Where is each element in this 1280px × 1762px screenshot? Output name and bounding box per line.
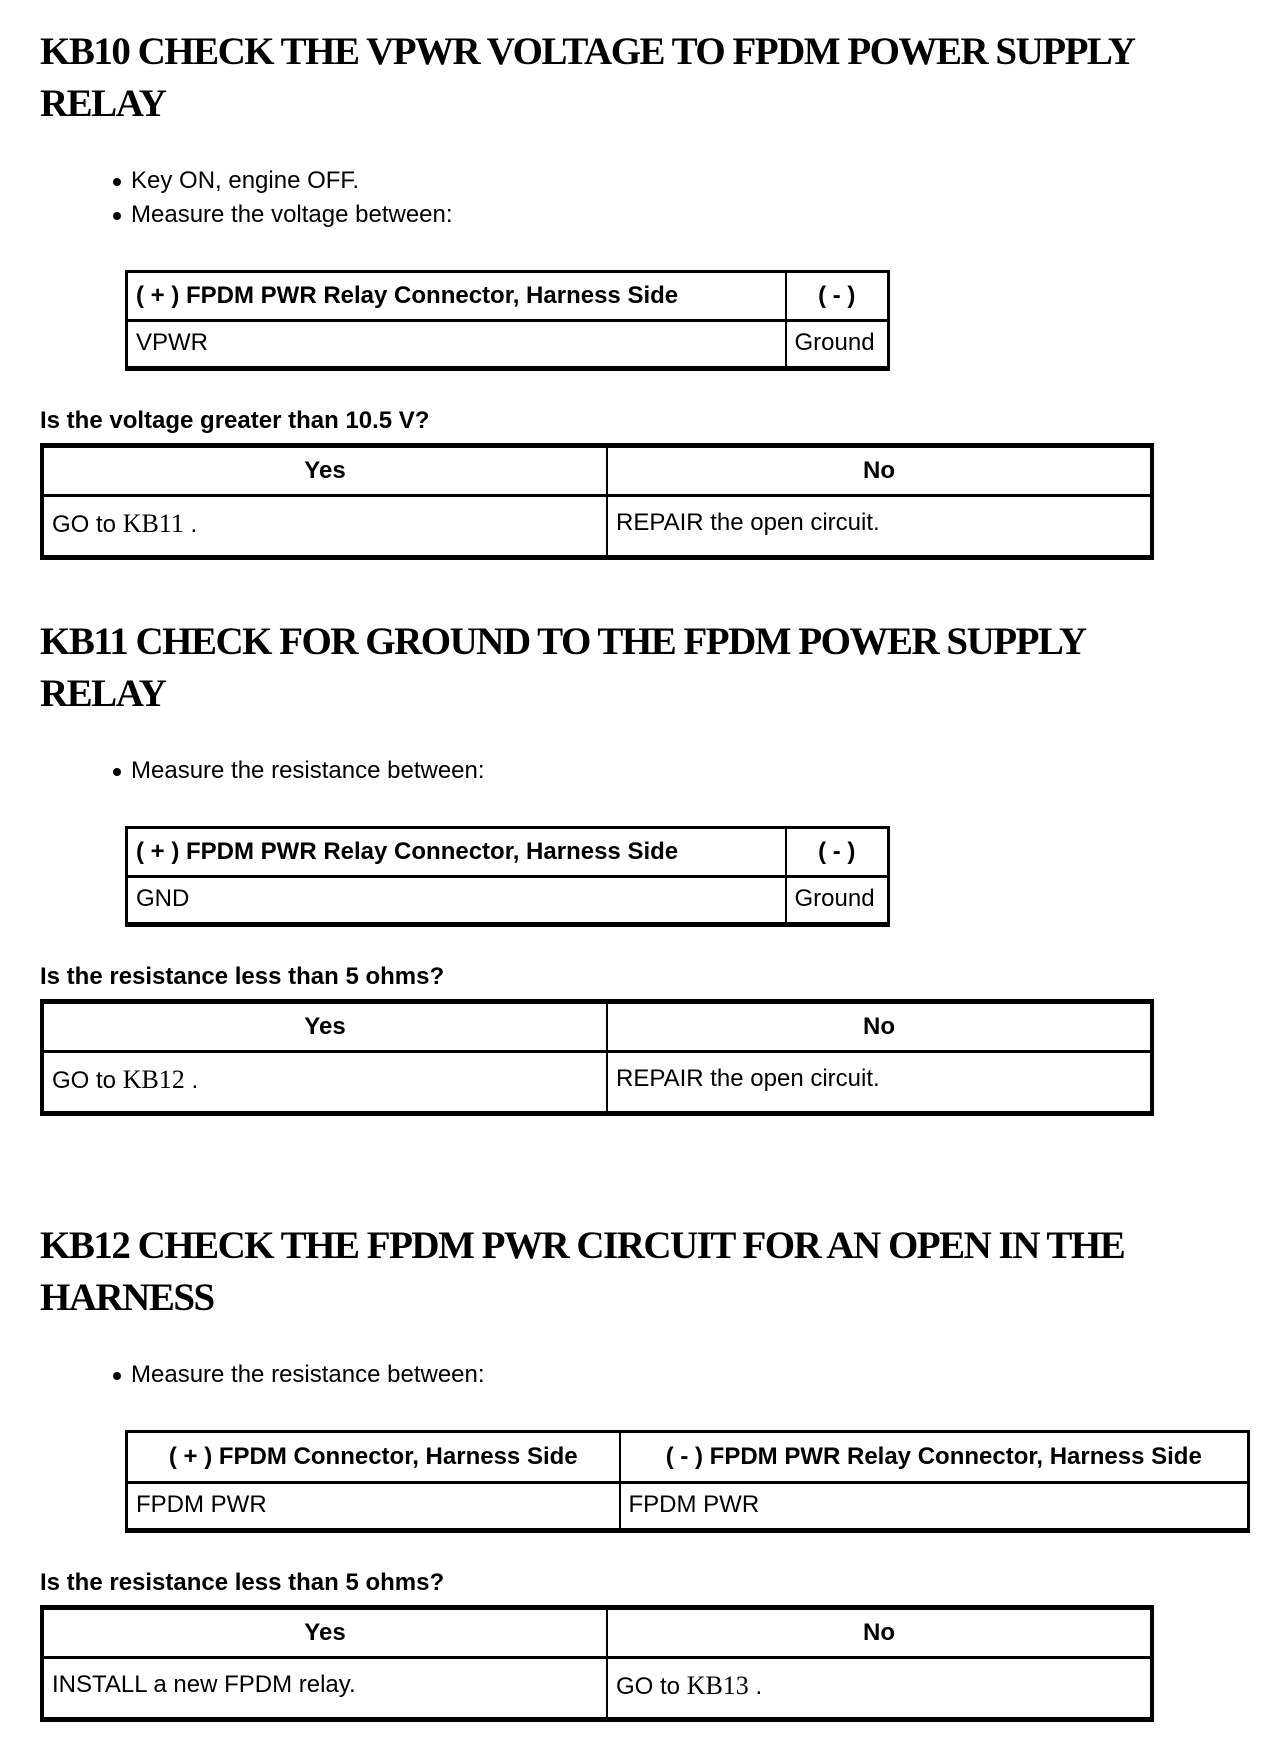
action-text: . [748,1673,763,1700]
question-text: Is the resistance less than 5 ohms? [40,1569,445,1596]
measurement-positive-value: VPWR [127,321,786,369]
no-action-cell [607,1658,1152,1720]
bullet-icon [113,1372,121,1380]
bullet-icon [113,178,121,186]
question-text: Is the voltage greater than 10.5 V? [40,407,430,434]
no-header: No [607,1002,1152,1052]
bullet-icon [113,212,121,220]
link-kb12[interactable]: KB12 [122,1065,185,1094]
table-row [42,1658,1152,1720]
section-kb12 [40,1220,1240,1722]
measurement-positive-value: GND [127,877,786,925]
yes-no-table [40,999,1154,1116]
table-row [127,1483,1249,1531]
measurement-negative-value: Ground [786,321,889,369]
bullet-list [40,1358,1240,1392]
table-row [127,877,889,925]
action-text: . [183,511,198,538]
action-text: . [184,1067,199,1094]
measurement-positive-header: ( + ) FPDM PWR Relay Connector, Harness Side [127,828,786,877]
bullet-text: Measure the voltage between: [131,201,453,228]
link-kb13[interactable]: KB13 [686,1671,749,1700]
no-action-cell [607,496,1152,558]
yes-no-table [40,1605,1154,1722]
measurement-positive-value: FPDM PWR [127,1483,620,1531]
measurement-table [125,270,890,371]
action-text: REPAIR the open circuit. [616,509,880,536]
link-kb11[interactable]: KB11 [122,509,184,538]
no-header: No [607,446,1152,496]
bullet-text: Key ON, engine OFF. [131,167,360,194]
yes-no-table [40,443,1154,560]
bullet-item [113,754,1240,788]
bullet-text: Measure the resistance between: [131,1361,485,1388]
measurement-negative-value: Ground [786,877,889,925]
bullet-item [113,164,1240,198]
yes-header: Yes [42,446,607,496]
section-heading-kb10: KB10 CHECK THE VPWR VOLTAGE TO FPDM POWER SUPPLY RELAY [40,30,1134,125]
measurement-positive-header: ( + ) FPDM PWR Relay Connector, Harness Side [127,272,786,321]
no-header: No [607,1608,1152,1658]
table-row [42,496,1152,558]
yes-action-cell [42,1052,607,1114]
table-row [42,1052,1152,1114]
action-text: REPAIR the open circuit. [616,1065,880,1092]
action-text: GO to [616,1673,687,1700]
measurement-negative-header: ( - ) [786,828,889,877]
action-text: GO to [52,511,123,538]
measurement-positive-header: ( + ) FPDM Connector, Harness Side [127,1432,620,1483]
section-heading-kb12: KB12 CHECK THE FPDM PWR CIRCUIT FOR AN OPEN IN THE HARNESS [40,1224,1125,1319]
yes-header: Yes [42,1002,607,1052]
bullet-icon [113,768,121,776]
action-text: INSTALL a new FPDM relay. [52,1671,356,1698]
bullet-list [40,754,1240,788]
yes-header: Yes [42,1608,607,1658]
bullet-text: Measure the resistance between: [131,757,485,784]
measurement-negative-value: FPDM PWR [620,1483,1249,1531]
yes-action-cell [42,496,607,558]
measurement-negative-header: ( - ) FPDM PWR Relay Connector, Harness Side [620,1432,1249,1483]
bullet-item [113,1358,1240,1392]
question-text: Is the resistance less than 5 ohms? [40,963,445,990]
action-text: GO to [52,1067,123,1094]
table-row [127,321,889,369]
section-kb10 [40,26,1240,560]
section-heading-kb11: KB11 CHECK FOR GROUND TO THE FPDM POWER SUPPLY RELAY [40,620,1085,715]
no-action-cell [607,1052,1152,1114]
measurement-table [125,1430,1250,1533]
bullet-item [113,198,1240,232]
measurement-table [125,826,890,927]
yes-action-cell [42,1658,607,1720]
measurement-negative-header: ( - ) [786,272,889,321]
section-kb11 [40,616,1240,1116]
bullet-list [40,164,1240,232]
